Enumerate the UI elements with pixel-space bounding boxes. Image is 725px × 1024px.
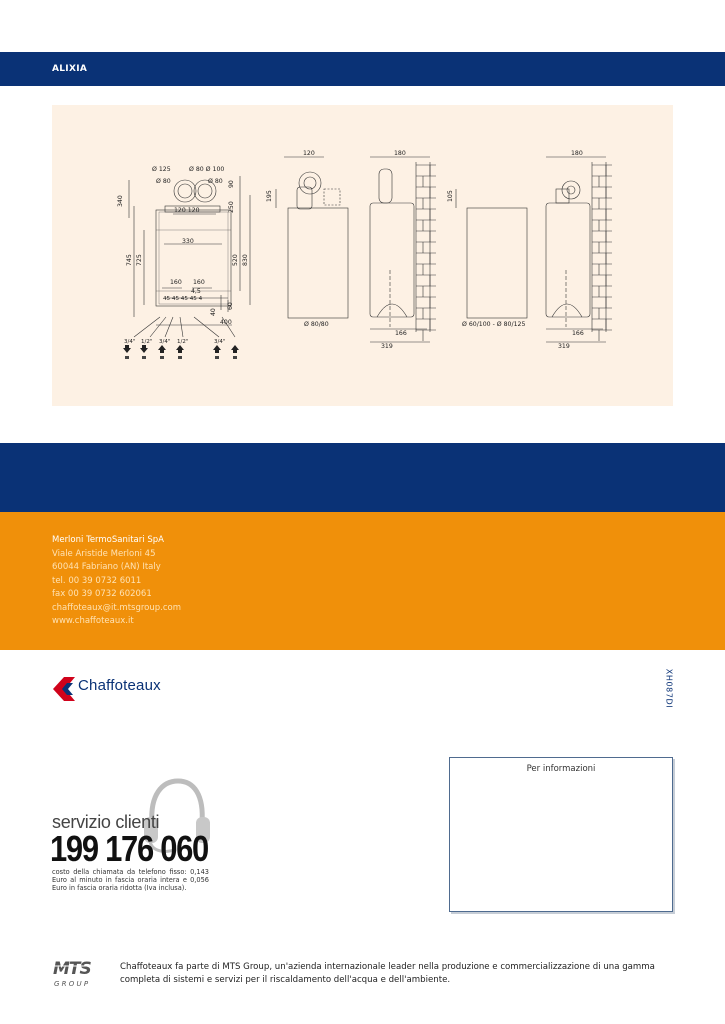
connection-size: 1/2" bbox=[141, 339, 153, 345]
dim-166-wall-1: 166 bbox=[395, 330, 407, 337]
service-phone-number[interactable]: 199 176 060 bbox=[50, 828, 208, 869]
dim-180-wall-1: 180 bbox=[394, 150, 406, 157]
connection-size: 3/4" bbox=[124, 339, 136, 345]
caption-80-80: Ø 80/80 bbox=[304, 321, 329, 328]
dim-d80-a: Ø 80 bbox=[156, 178, 171, 185]
info-box-label: Per informazioni bbox=[526, 764, 596, 774]
connection-symbol bbox=[125, 356, 129, 359]
dim-120-120: 120 120 bbox=[174, 207, 200, 214]
dim-180-wall-2: 180 bbox=[571, 150, 583, 157]
dim-830: 830 bbox=[242, 254, 249, 266]
dim-330: 330 bbox=[182, 238, 194, 245]
address-tel: tel. 00 39 0732 6011 bbox=[52, 575, 142, 586]
side-view-60-100-body bbox=[467, 208, 527, 318]
side-view-80-80-body bbox=[288, 208, 348, 318]
product-title: ALIXIA bbox=[52, 64, 88, 74]
dim-160-b: 160 bbox=[193, 279, 205, 286]
mts-group-logo-icon bbox=[52, 957, 110, 987]
technical-drawing-panel bbox=[52, 105, 673, 406]
connection-size: 3/4" bbox=[214, 339, 226, 345]
dim-d80-d100: Ø 80 Ø 100 bbox=[189, 166, 225, 173]
company-name: Merloni TermoSanitari SpA bbox=[52, 535, 164, 545]
caption-60-100: Ø 60/100 - Ø 80/125 bbox=[462, 321, 526, 328]
dim-105: 105 bbox=[447, 190, 454, 202]
document-code: XH087DI bbox=[664, 668, 674, 709]
connection-symbol bbox=[233, 356, 237, 359]
radiator-outlet-icon bbox=[123, 345, 131, 353]
address-fax: fax 00 39 0732 602061 bbox=[52, 589, 152, 599]
dim-340: 340 bbox=[117, 195, 124, 207]
connection-size: 1/2" bbox=[177, 339, 189, 345]
dim-319-wall-1: 319 bbox=[381, 343, 393, 350]
safety-valve-icon bbox=[231, 345, 239, 353]
footer-description: Chaffoteaux fa parte di MTS Group, un'azienda internazionale leader nella produzione e commercializzazione di una gamma completa di sistemi e servizi per il riscaldamento dell'acqua e dell'ambiente. bbox=[120, 962, 655, 985]
dim-166-wall-2: 166 bbox=[572, 330, 584, 337]
connection-symbol bbox=[178, 356, 182, 359]
dim-745: 745 bbox=[126, 254, 133, 266]
dim-160-a: 160 bbox=[170, 279, 182, 286]
hot-water-outlet-icon bbox=[140, 345, 148, 353]
connection-legend bbox=[123, 339, 239, 359]
dim-725: 725 bbox=[136, 254, 143, 266]
wall-view-60-100-body bbox=[546, 203, 590, 317]
dim-4-5: 4,5 bbox=[191, 288, 201, 295]
middle-band bbox=[0, 443, 725, 512]
dim-250: 250 bbox=[228, 201, 235, 213]
service-cost-note: costo della chiamata da telefono fisso: 0,143 Euro al minuto in fascia oraria intera e 0,056 Euro in fascia oraria ridotta (Iva inclusa). bbox=[52, 868, 209, 892]
connection-symbol bbox=[142, 356, 146, 359]
address-city: 60044 Fabriano (AN) Italy bbox=[52, 562, 161, 572]
wall-view-80-80-body bbox=[370, 203, 414, 317]
dim-d80-b: Ø 80 bbox=[208, 178, 223, 185]
dim-60: 60 bbox=[227, 302, 234, 310]
radiator-return-icon bbox=[213, 345, 221, 353]
dim-319-wall-2: 319 bbox=[558, 343, 570, 350]
company-address bbox=[52, 534, 181, 629]
cold-water-inlet-icon bbox=[176, 345, 184, 353]
address-website[interactable]: www.chaffoteaux.it bbox=[52, 616, 134, 626]
brand-name: Chaffoteaux bbox=[78, 677, 161, 694]
dim-d125: Ø 125 bbox=[152, 166, 171, 173]
service-title: servizio clienti bbox=[52, 812, 160, 832]
dim-400: 400 bbox=[220, 319, 232, 326]
address-email[interactable]: chaffoteaux@it.mtsgroup.com bbox=[52, 602, 181, 613]
dim-40: 40 bbox=[210, 308, 217, 316]
svg-text:MTS: MTS bbox=[53, 959, 91, 979]
dim-45-series: 45 45 45 45 4 bbox=[163, 296, 203, 302]
svg-text:G R O U P: G R O U P bbox=[54, 980, 89, 987]
address-street: Viale Aristide Merloni 45 bbox=[52, 548, 156, 559]
connection-symbol bbox=[215, 356, 219, 359]
gas-inlet-icon bbox=[158, 345, 166, 353]
dim-120-side: 120 bbox=[303, 150, 315, 157]
dim-90: 90 bbox=[228, 180, 235, 188]
info-box bbox=[449, 757, 673, 912]
dim-195: 195 bbox=[266, 190, 273, 202]
dim-520: 520 bbox=[232, 254, 239, 266]
connection-size: 3/4" bbox=[159, 339, 171, 345]
header-band bbox=[0, 52, 725, 86]
dimension-drawings bbox=[52, 105, 673, 406]
connection-symbol bbox=[160, 356, 164, 359]
